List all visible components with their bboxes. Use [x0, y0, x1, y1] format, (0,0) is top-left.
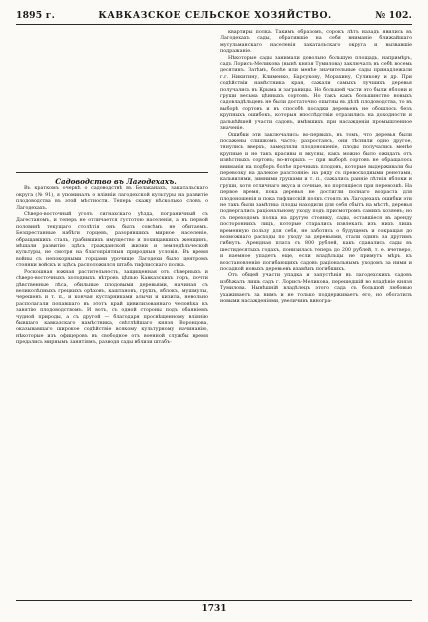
header-title: КАВКАЗСКОЕ СЕЛЬСКОЕ ХОЗЯЙСТВО. [98, 10, 332, 21]
left-paragraph: Въ краткомъ очеркѣ о садоводствѣ въ Белаканахъ, закатальскаго округа (№ 91), я упоминалъ о вліяніи лагодехской культуры на развитіе плодоводства въ этой мѣстности. Теперь скажу нѣсколько словъ о Лагодехахъ. [16, 185, 208, 211]
right-paragraph: Ошибки эти заключались: во-первыхъ, въ томъ, что деревья были посажены слишкомъ часто; разростаясь, они тѣснили одно другое, тянулись вверхъ, замедляли плодоношеніе, плоды получались менѣе крупные и не такъ красивы и вкусны, какъ можно было ожидать отъ извѣстныхъ сортовъ; во-вторыхъ — при выборѣ сортовъ не обращалось вниманія на подборъ болѣе прочныхъ плодовъ, которые выдерживали бы перевозку на далекое разстояніе: на ряду съ превосходными ренетами, кальвилями, зимними грушами и т. п., сажались ранніе лѣтнія яблоки и груши, хотя отличнаго вкуса и сочные, но портящіеся при перевозкѣ. На первое время, пока деревья не достигли полнаго возраста для плодоношенія и пока тифлисскій полкъ стоялъ въ Лагодехахъ ошибки эти не такъ были замѣтны: плоды находили для себя сбытъ на мѣстѣ, деревья подвергались раціональному уходу подъ присмотромъ самихъ хозяевъ; но съ переходомъ полка на другую стоянку, сады, оставшіеся въ аренду постороннихъ лицъ, которые старались извлекать изъ нихъ лишь временную пользу для себя, не заботясь о будущемъ и сокращая до возможнаго расходы по уходу за деревьями, стали одинъ за другимъ гибнуть. Арендная плата съ 800 рублей, какъ сдавались сады въ шестидесятыхъ годахъ, понизилась теперь до 200 рублей, т. е. вчетверо, и наемное упадетъ еще, если владѣльцы не примутъ мѣръ къ возстановленію погибающихъ садовъ раціональнымъ уходомъ за ними и посадкой новыхъ деревьевъ взамѣнъ погибшихъ. [220, 131, 412, 273]
text-columns [16, 29, 412, 346]
section-divider [16, 172, 208, 173]
header-rule [16, 24, 412, 25]
left-paragraph: Сѣверо-восточный уголъ сигнахскаго уѣзда, пограничный съ Дагестаномъ, и теперь не отличается густотою населенія, а въ первой половинѣ текущаго столѣтія онъ былъ совсѣмъ не обитаемъ. Безпрестанные набѣги горцевъ, разорявшихъ мирное населеніе, обращавшихъ сталь, грабившихъ имущество и похищавшихъ женщинъ, мѣшали развитію здѣсь гражданской жизни и земледѣльческой культуры, не смотря на благопріятныя природныя условія. Въ время войны съ непокорными горцами урочище Лагодехи было центромъ стоянки войскъ и здѣсь расположился штабъ тифлисскаго полка. [16, 211, 208, 269]
right-paragraph: Нѣкоторые сады занимали довольно большую площадь, напримѣръ, садъ Лорисъ-Меликова (нынѣ князя Тумилова) заключалъ въ себѣ восемь десятинъ. Затѣмъ, болѣе или менѣе значительные сады принадлежали г.г. Никитину, Клименко, Барсукову, Морахину, Суликову и др. При содѣйствіи намѣстника края, сажали самыхъ лучшихъ деревья получались въ Крыма и заграницы. Но большей части это были яблони и груши весьма цѣнныхъ сортовъ. Но такъ какъ большинство новыхъ садовладѣльцевъ не были достаточно опытны въ дѣлѣ плодоводства, то въ выборѣ сортовъ и въ способѣ посадки деревьевъ не обошлось безъ крупныхъ ошибокъ, которыя впослѣдствіи отразились на доходности и дальнѣйшей участи садовъ, имѣвшихъ при насажденіи промышленное значеніе. [220, 54, 412, 132]
left-top-blank [16, 29, 208, 179]
right-paragraph: квартиры полка. Такимъ образомъ, сорокъ лѣтъ назадъ явились въ Лагодехахъ сады, обратившіе на себя вниманіе ближайшаго мусульманскаго населенія закатальскаго округа и вызвавшіе подражаніе. [220, 29, 412, 55]
page-number: 1731 [201, 604, 227, 614]
left-column [16, 29, 208, 346]
header-year: 1895 г. [16, 10, 55, 21]
footer-rule [16, 600, 412, 601]
right-paragraph: Отъ общей участи упадка и запустѣнія въ лагодехскихъ садовъ избѣжалъ лишь садъ г. Лорисъ-Меликова, перешедшій во владѣніе князя Тумилова. Нынѣшній владѣлецъ этого сада съ большой любовью ухаживаетъ за нимъ и не только поддерживаетъ его, но обогатилъ новыми насажденіями, увеличивъ виногра- [220, 272, 412, 305]
left-paragraph: Роскошная южная растительность, защищенная отъ сѣверныхъ и сѣверо-восточныхъ холодныхъ вѣтровъ цѣпью Кавказскихъ горъ, почти дѣвственные лѣса, обильные плодовыми деревьями, начиная съ великолѣпныхъ грецкихъ орѣховъ, каштановъ, грушъ, яблокъ, мушмулы, черешенъ и т. п., и кончая кустарниками алычи и кизила, невольно располагали попавшаго въ этотъ край цивилизованнаго человѣка къ занятію плодоводствомъ. И вотъ, съ одной стороны подъ обаяніемъ чудной природы, а съ другой — благодаря просвѣщенному вліянію бывшаго кавказскаго намѣстника, свѣтлѣйшаго князя Воронцова, оказывавшаго широкое содѣйствіе всякому культурному начинанію, нѣкоторые изъ офицеровъ въ свободное отъ военной службы время предались мирнымъ занятіямъ, разводя сады вблизи штабъ- [16, 268, 208, 346]
right-column [220, 29, 412, 346]
page-header [16, 10, 412, 21]
header-issue: № 102. [375, 10, 412, 21]
section-title: Садоводство въ Лагодехахъ. [55, 177, 177, 186]
